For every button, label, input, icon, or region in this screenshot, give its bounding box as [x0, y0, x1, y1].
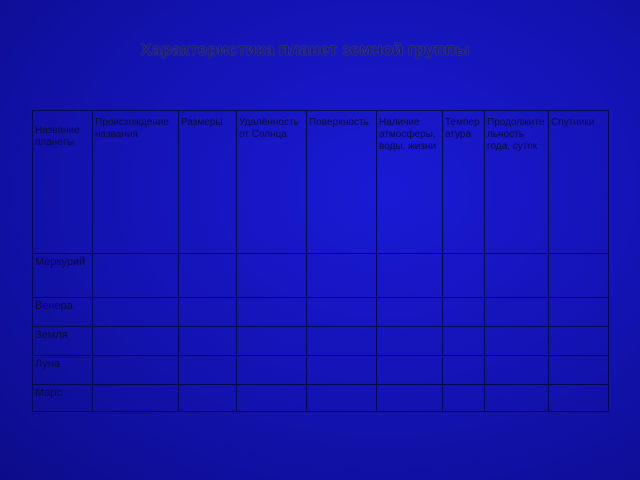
header-cell-atmosphere: Наличие атмосферы, воды, жизни — [377, 111, 443, 254]
slide-title: Характеристика планет земной группы — [140, 40, 470, 59]
table-cell — [93, 356, 179, 385]
table-cell — [237, 356, 307, 385]
table-cell — [443, 327, 485, 356]
table-cell — [237, 385, 307, 412]
table-cell — [485, 327, 549, 356]
table-cell — [443, 356, 485, 385]
table-cell — [377, 385, 443, 412]
table-cell — [307, 385, 377, 412]
table-cell — [485, 298, 549, 327]
table-cell — [485, 356, 549, 385]
table-cell — [93, 327, 179, 356]
table-cell — [237, 254, 307, 298]
table-cell — [179, 356, 237, 385]
header-cell-surface: Поверхность — [307, 111, 377, 254]
table-row — [33, 298, 609, 327]
table-cell — [179, 254, 237, 298]
planet-name-cell: Марс — [33, 385, 93, 412]
planet-name-cell: Луна — [33, 356, 93, 385]
table-cell — [443, 385, 485, 412]
table-cell — [549, 327, 609, 356]
table-cell — [443, 298, 485, 327]
table-cell — [549, 298, 609, 327]
table-row — [33, 254, 609, 298]
header-cell-period: Продолжительность года, суток — [485, 111, 549, 254]
table-cell — [485, 254, 549, 298]
header-cell-satellites: Спутники — [549, 111, 609, 254]
table-row — [33, 385, 609, 412]
table-cell — [307, 298, 377, 327]
planets-table — [32, 110, 609, 412]
table-cell — [549, 385, 609, 412]
header-cell-size: Размеры — [179, 111, 237, 254]
header-cell-name: Название планеты — [33, 111, 93, 254]
planet-name-cell: Земля — [33, 327, 93, 356]
table-cell — [307, 254, 377, 298]
table-cell — [377, 327, 443, 356]
table-cell — [179, 327, 237, 356]
header-cell-origin: Происхождение названия — [93, 111, 179, 254]
table-cell — [549, 356, 609, 385]
table-cell — [93, 254, 179, 298]
table-row — [33, 356, 609, 385]
table-cell — [377, 298, 443, 327]
table-cell — [549, 254, 609, 298]
table-cell — [237, 327, 307, 356]
header-cell-distance: Удалённость от Солнца — [237, 111, 307, 254]
table-cell — [443, 254, 485, 298]
table-cell — [93, 298, 179, 327]
table-cell — [179, 385, 237, 412]
table-cell — [179, 298, 237, 327]
header-cell-temperature: Температура — [443, 111, 485, 254]
table-cell — [307, 327, 377, 356]
table-cell — [237, 298, 307, 327]
table-cell — [485, 385, 549, 412]
planet-name-cell: Венера — [33, 298, 93, 327]
table-cell — [93, 385, 179, 412]
table-cell — [377, 356, 443, 385]
table-cell — [307, 356, 377, 385]
planet-name-cell: Меркурий — [33, 254, 93, 298]
table-row — [33, 327, 609, 356]
header-row — [33, 111, 609, 254]
table-cell — [377, 254, 443, 298]
